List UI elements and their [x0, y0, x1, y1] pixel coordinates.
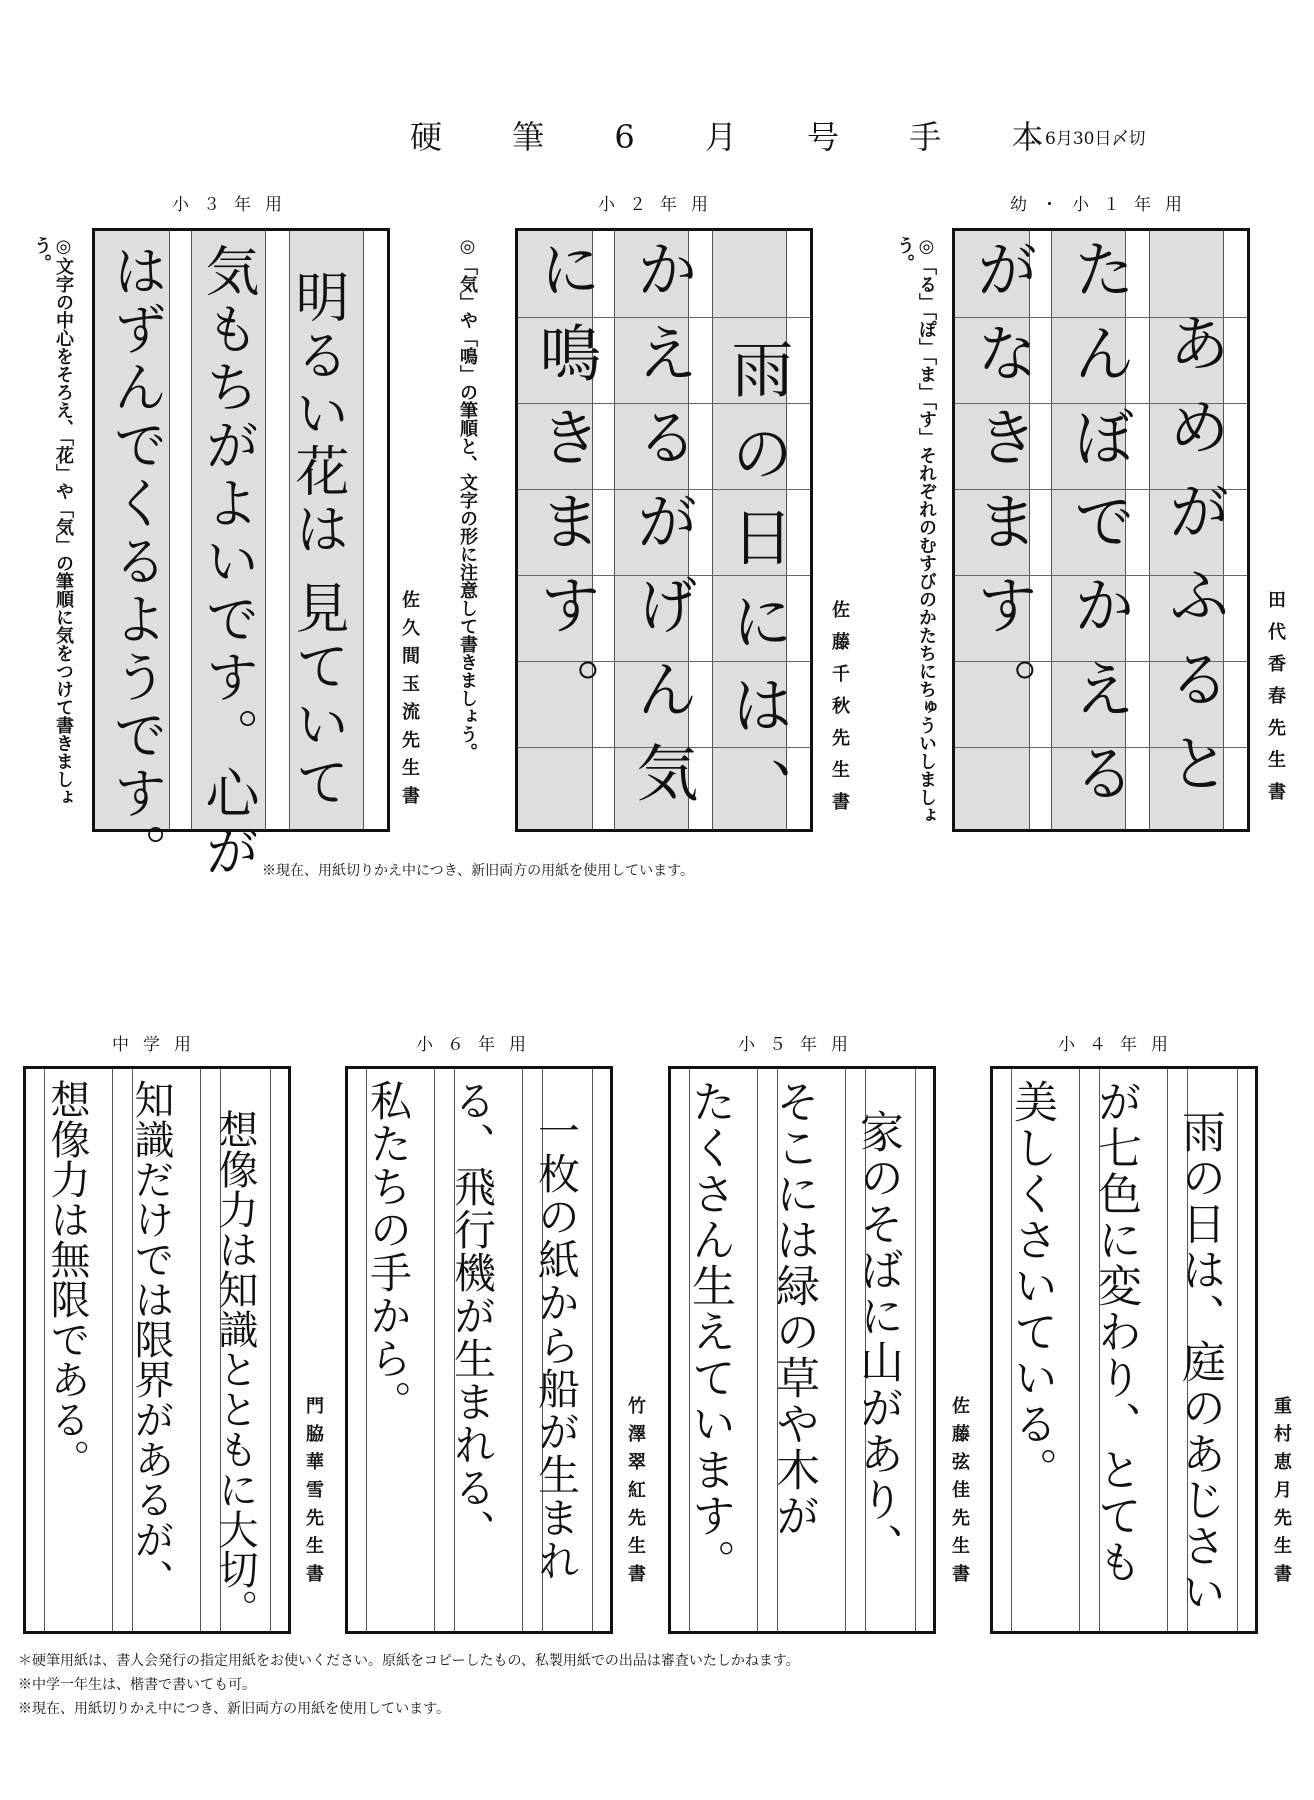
script-line-3: 私たちの手から。 — [364, 1079, 413, 1423]
script-line-1: 雨の日は、庭のあじさい — [1174, 1109, 1225, 1615]
teacher-name-e5: 佐藤弦佳先生書 — [949, 1396, 970, 1592]
category-label-e6: 小６年用 — [416, 1035, 540, 1055]
script-line-1: 明るい花は 見ていて — [287, 269, 350, 813]
category-label-jh: 中学用 — [112, 1035, 205, 1055]
page-title: 硬 筆 6 月 号 手 本 — [410, 118, 1074, 156]
teacher-name-k1: 田代香春先生書 — [1265, 590, 1286, 814]
script-line-3: がなきます。 — [966, 237, 1039, 741]
category-label-e4: 小４年用 — [1058, 1035, 1182, 1055]
script-line-1: 想像力は知識とともに大切。 — [212, 1109, 258, 1629]
script-line-2: そこには緑の草や木が — [768, 1079, 819, 1539]
script-line-1: 雨の日には、 — [721, 337, 794, 841]
script-line-3: たくさん生えています。 — [684, 1079, 735, 1585]
practice-sheet-e6 — [345, 1066, 613, 1634]
practice-sheet-jh — [23, 1066, 291, 1634]
practice-sheet-e2 — [515, 228, 813, 841]
teacher-name-e6: 竹澤翠紅先生書 — [625, 1396, 646, 1592]
teacher-name-e4: 重村恵月先生書 — [1271, 1396, 1292, 1592]
category-label-e5: 小５年用 — [738, 1035, 862, 1055]
practice-sheet-e3 — [92, 228, 390, 881]
instruction-e2: ◎「気」や「鳴」の筆順と、文字の形に注意して書きましょう。 — [457, 236, 478, 761]
script-line-2: 知識だけでは限界があるが、 — [128, 1079, 174, 1599]
top-note: ※現在、用紙切りかえ中につき、新旧両方の用紙を使用しています。 — [262, 863, 695, 879]
deadline: 6月30日〆切 — [1045, 129, 1146, 149]
practice-sheet-e4 — [990, 1066, 1258, 1634]
instruction-e3: ◎文字の中心をそろえ、「花」や「気」の筆順に気をつけて書きましょう。 — [31, 236, 74, 806]
script-line-3: はずんでくるようです。 — [105, 243, 168, 881]
script-line-1: あめがふると — [1158, 311, 1231, 815]
footer-note-3: ※現在、用紙切りかえ中につき、新旧両方の用紙を使用しています。 — [18, 1701, 451, 1717]
teacher-name-e3: 佐久間玉流先生書 — [399, 590, 420, 814]
script-line-1: 家のそばに山があり、 — [852, 1109, 903, 1569]
instruction-k1: ◎「る」「ぽ」「ま」「す」それぞれのむすびのかたちにちゅういしましょう。 — [894, 236, 937, 824]
footer-note-2: ※中学一年生は、楷書で書いても可。 — [18, 1677, 256, 1693]
script-line-2: たんぼでかえる — [1063, 237, 1136, 825]
category-label-e2: 小２年用 — [598, 195, 722, 215]
teacher-name-e2: 佐藤千秋先生書 — [829, 600, 850, 824]
practice-sheet-e5 — [668, 1066, 936, 1634]
script-line-3: 想像力は無限である。 — [44, 1079, 90, 1479]
script-line-3: に鳴きます。 — [529, 237, 602, 741]
script-line-1: 一枚の紙から船が生まれ — [532, 1109, 581, 1582]
script-line-3: 美しくさいている。 — [1006, 1079, 1057, 1493]
script-line-2: る、飛行機が生まれる、 — [448, 1079, 497, 1552]
teacher-name-jh: 門脇華雪先生書 — [303, 1396, 324, 1592]
script-line-2: が七色に変わり、とても — [1090, 1079, 1141, 1585]
category-label-k1: 幼・小１年用 — [1010, 195, 1196, 215]
script-line-2: かえるがげん気 — [626, 237, 699, 825]
category-label-e3: 小３年用 — [172, 195, 296, 215]
footer-note-1: ＊硬筆用紙は、書人会発行の指定用紙をお使いください。原紙をコピーしたもの、私製用紙での出品は審査いたしかねます。 — [18, 1653, 800, 1669]
practice-sheet-k1 — [952, 228, 1250, 832]
script-line-2: 気もちがよいです。心が — [197, 243, 260, 881]
